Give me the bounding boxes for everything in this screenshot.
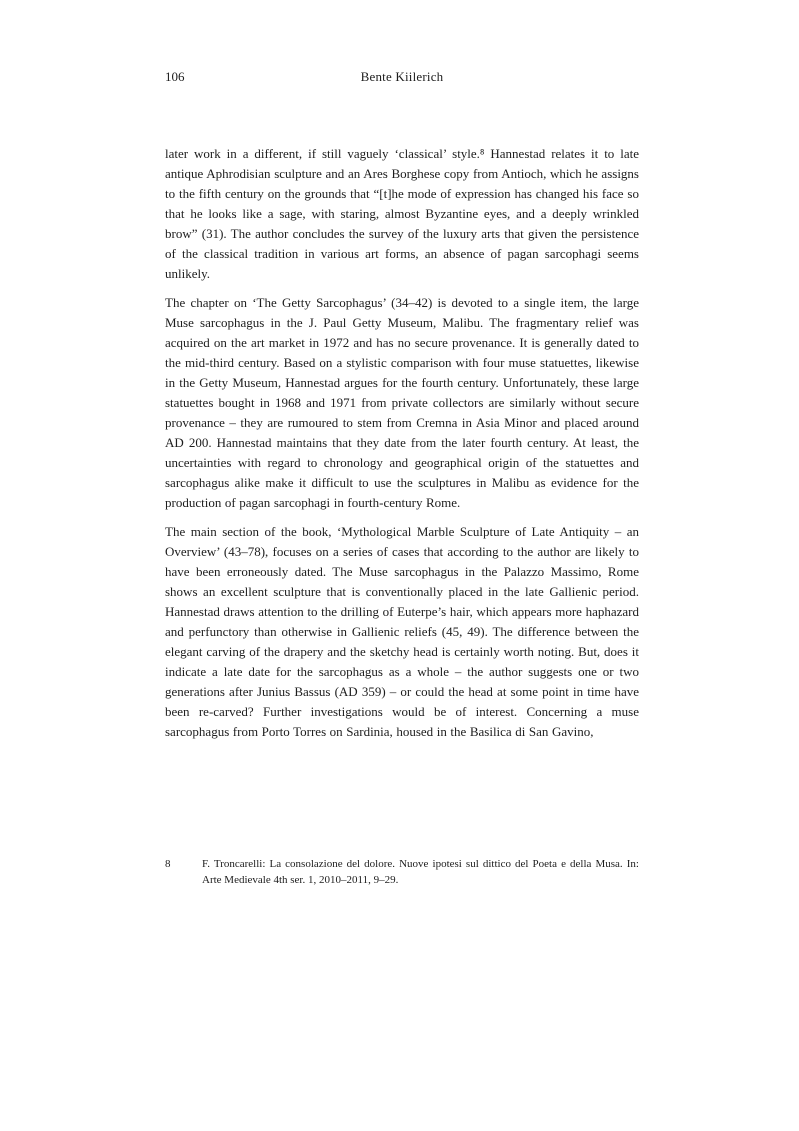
body-paragraph-1: later work in a different, if still vaguely ‘classical’ style.⁸ Hannestad relates it to late antique Aphrodisian sculpture and an Ares Borghese copy from Antioch, which he assigns to the fifth century on the grounds that “[t]he mode of expression has changed his face so that he looks like a sage, with staring, almost Byzantine eyes, and a deeply wrinkled brow” (31). The author concludes the survey of the luxury arts that given the persistence of the classical tradition in various art forms, an absence of pagan sarcophagi seems unlikely. [165,146,639,281]
body-paragraph-2: The chapter on ‘The Getty Sarcophagus’ (34–42) is devoted to a single item, the large Muse sarcophagus in the J. Paul Getty Museum, Malibu. The fragmentary relief was acquired on the art market in 1972 and has no secure provenance. It is generally dated to the mid-third century. Based on a stylistic comparison with four muse statuettes, likewise in the Getty Museum, Hannestad argues for the fourth century. Unfortunately, these large statuettes bought in 1968 and 1971 from private collectors are similarly without secure provenance – they are rumoured to stem from Cremna in Asia Minor and placed around AD 200. Hannestad maintains that they date from the later fourth century. At least, the uncertainties with regard to chronology and geographical origin of the statuettes and sarcophagus alike make it difficult to use the sculptures in Malibu as evidence for the production of pagan sarcophagi in fourth-century Rome. [165,295,639,510]
footnote-marker: 8 [165,858,171,870]
page-header [165,69,639,85]
footnote [165,856,639,888]
page-body [165,144,639,742]
page-number: 106 [165,69,185,84]
body-paragraph-3: The main section of the book, ‘Mythological Marble Sculpture of Late Antiquity – an Overview’ (43–78), focuses on a series of cases that according to the author are likely to have been erroneously dated. The Muse sarcophagus in the Palazzo Massimo, Rome shows an excellent sculpture that is conventionally placed in the late Gallienic period. Hannestad draws attention to the drilling of Euterpe’s hair, which appears more haphazard and perfunctory than otherwise in Gallienic reliefs (45, 49). The difference between the elegant carving of the drapery and the sketchy head is certainly worth noting. But, does it indicate a late date for the sarcophagus as a whole – the author suggests one or two generations after Junius Bassus (AD 359) – or could the head at some point in time have been re-carved? Further investigations would be of interest. Concerning a muse sarcophagus from Porto Torres on Sardinia, housed in the Basilica di San Gavino, [165,524,639,739]
footnote-text: F. Troncarelli: La consolazione del dolore. Nuove ipotesi sul dittico del Poeta e della Musa. In: Arte Medievale 4th ser. 1, 2010–2011, 9–29. [202,858,639,886]
running-head: Bente Kiilerich [360,69,444,84]
